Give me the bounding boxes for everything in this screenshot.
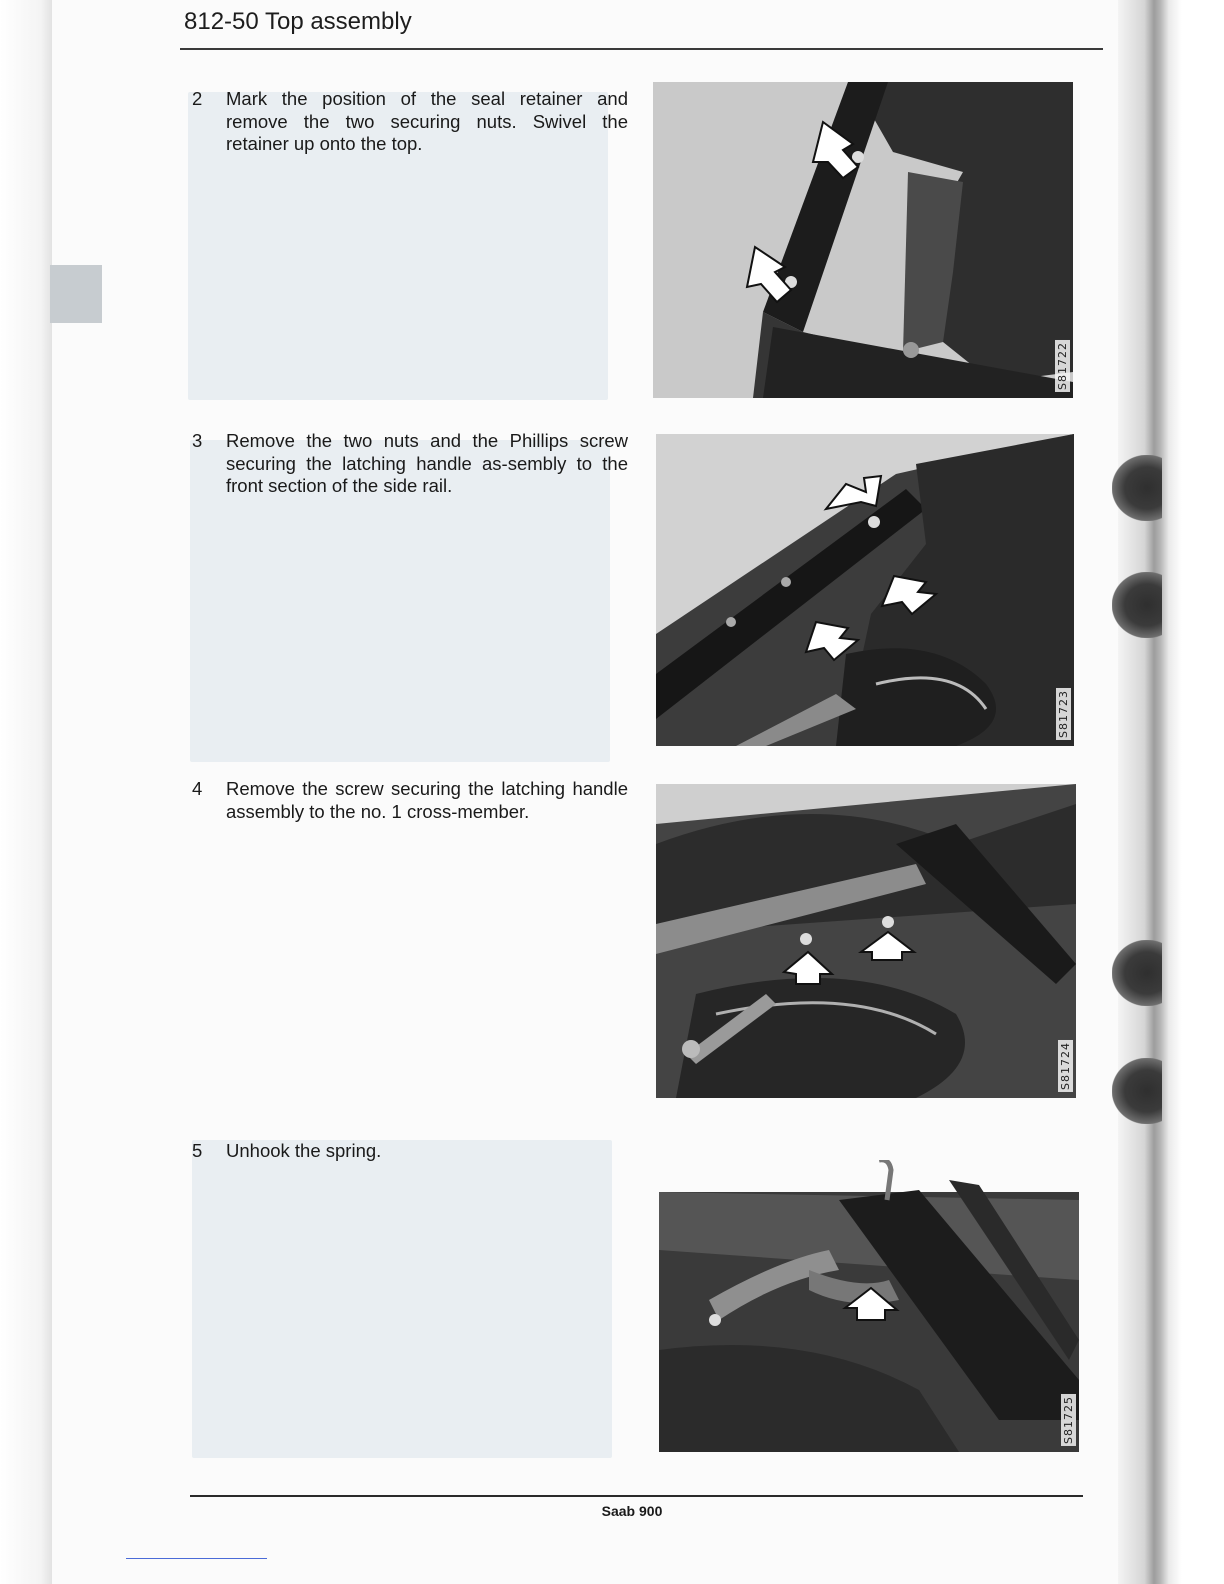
- page-edge-tab: [50, 265, 102, 323]
- step-number: 3: [192, 430, 203, 451]
- step-text: Unhook the spring.: [226, 1140, 382, 1161]
- step-5: [192, 1140, 628, 1163]
- binder-ring: [1112, 940, 1162, 1006]
- header-rule: [180, 48, 1103, 50]
- step-3: [192, 430, 628, 498]
- figure-photo-4: [659, 1160, 1079, 1452]
- footer-rule: [190, 1495, 1083, 1497]
- page-left-shadow: [0, 0, 58, 1584]
- figure-photo-3: [656, 784, 1076, 1098]
- step-number: 2: [192, 88, 203, 109]
- step-number: 5: [192, 1140, 203, 1161]
- step-text: Mark the position of the seal retainer and remove the two securing nuts. Swivel the retainer up onto the top.: [226, 88, 628, 154]
- bleed-through-area: [192, 1140, 612, 1458]
- footer-model: Saab 900: [601, 1503, 663, 1519]
- figure-code: S81722: [1056, 342, 1069, 390]
- step-text: Remove the screw securing the latching handle assembly to the no. 1 cross-member.: [226, 778, 628, 822]
- step-2: [192, 88, 628, 156]
- figure-code: S81723: [1057, 690, 1070, 738]
- figure-photo-2: [656, 434, 1074, 746]
- binder-ring: [1112, 455, 1162, 521]
- binder-ring: [1112, 1058, 1162, 1124]
- figure-code: S81725: [1062, 1396, 1075, 1444]
- page-title: 812-50 Top assembly: [184, 8, 412, 35]
- binder-edge: [1118, 0, 1224, 1584]
- figure-code: S81724: [1059, 1042, 1072, 1090]
- step-text: Remove the two nuts and the Phillips screw securing the latching handle as-sembly to the front section of the side rail.: [226, 430, 628, 496]
- binder-ring: [1112, 572, 1162, 638]
- step-number: 4: [192, 778, 203, 799]
- page-bottom-stub: [126, 1558, 267, 1559]
- figure-photo-1: [653, 82, 1073, 398]
- step-4: [192, 778, 628, 823]
